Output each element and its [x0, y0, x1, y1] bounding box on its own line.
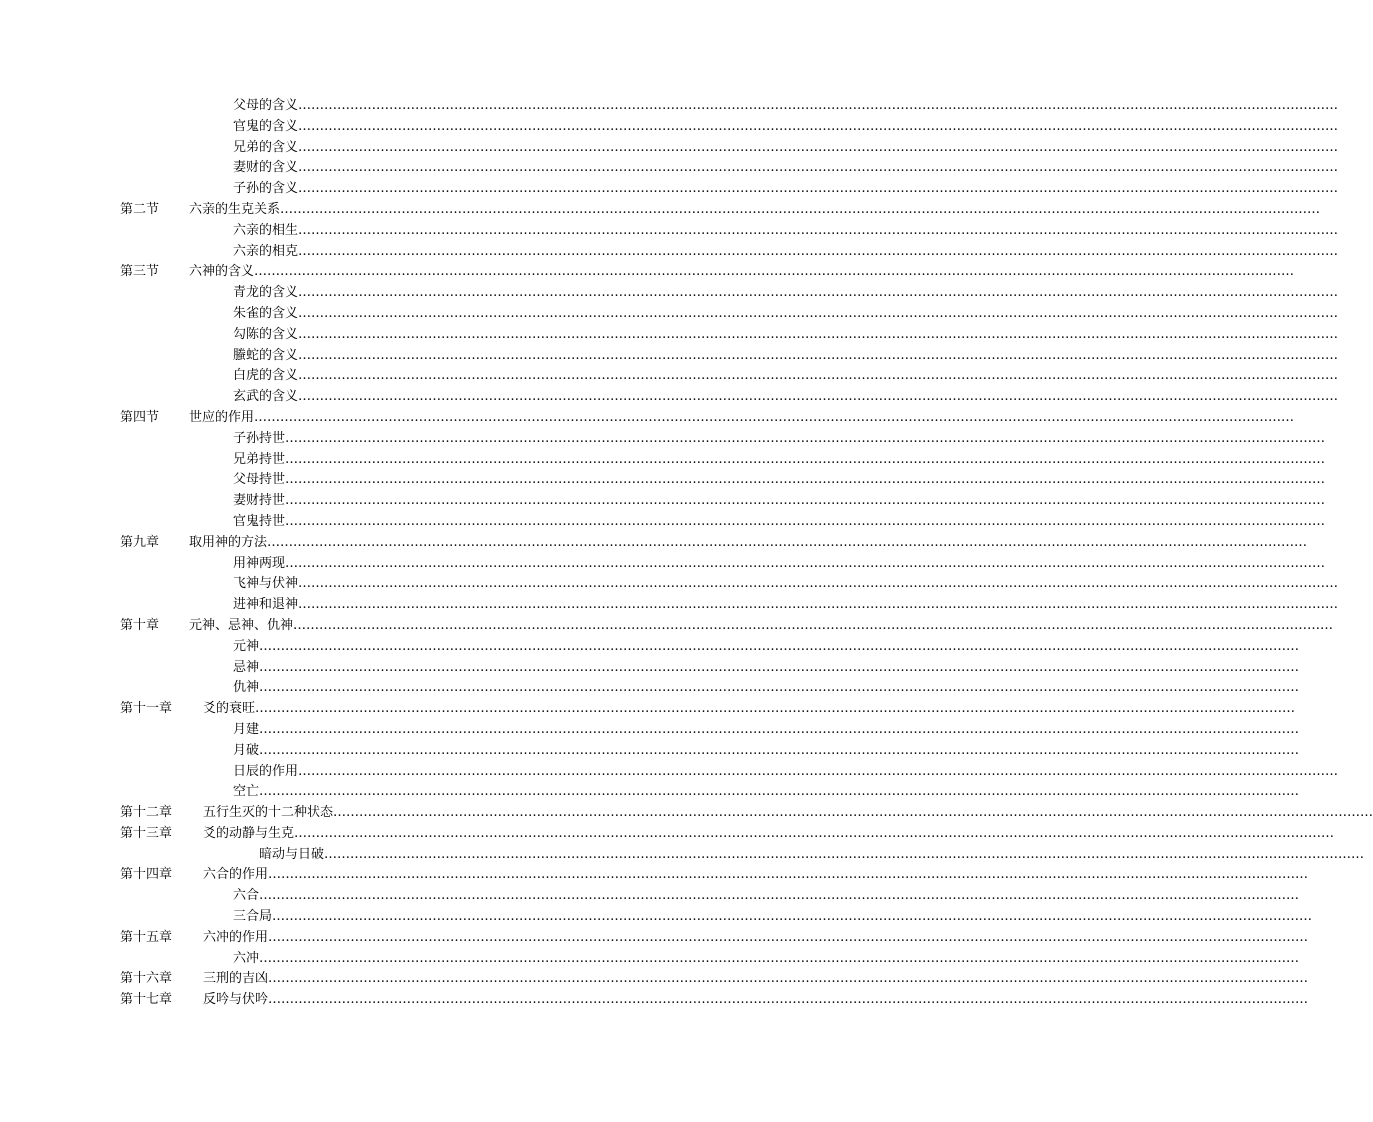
toc-subentry [0, 242, 1339, 263]
dot-leader: …………………………………………………………………………………………………………………………………………………………………………………………………………………… [259, 721, 1300, 737]
toc-subentry [0, 512, 1326, 533]
toc-entry[interactable] [203, 928, 1309, 949]
toc-entry[interactable] [189, 262, 1295, 283]
toc-entry-title: 空亡 [233, 784, 260, 800]
dot-leader: …………………………………………………………………………………………………………………………………………………………………………………………………………………… [259, 680, 1300, 696]
dot-leader: …………………………………………………………………………………………………………………………………………………………………………………………………………………… [259, 950, 1300, 966]
toc-subentry [0, 450, 1326, 471]
toc-entry[interactable] [233, 574, 1339, 595]
toc-subentry [0, 96, 1339, 117]
toc-entry-number: 第十四章 [120, 867, 173, 883]
toc-entry-title: 玄武的含义 [233, 389, 299, 405]
toc-entry-title: 螣蛇的含义 [233, 347, 299, 363]
toc-entry-number: 第十章 [120, 617, 160, 633]
dot-leader: …………………………………………………………………………………………………………………………………………………………………………………………………………………… [280, 201, 1321, 217]
toc-entry[interactable] [233, 470, 1326, 491]
toc-entry[interactable] [233, 387, 1339, 408]
toc-entry-title: 六合 [233, 888, 260, 904]
toc-entry-title: 飞神与伏神 [233, 576, 299, 592]
toc-entry[interactable] [233, 138, 1339, 159]
toc-entry-title: 三刑的吉凶 [203, 971, 269, 987]
toc-entry[interactable] [233, 886, 1300, 907]
toc-subentry [0, 949, 1300, 970]
toc-entry-title: 官鬼持世 [233, 513, 286, 529]
toc-entry-title: 爻的动静与生克 [203, 825, 295, 841]
toc-entry-title: 六神的含义 [189, 264, 255, 280]
toc-subentry [0, 574, 1339, 595]
toc-entry-number: 第十三章 [120, 825, 173, 841]
toc-subentry [0, 138, 1339, 159]
toc-entry-number: 第十六章 [120, 971, 173, 987]
toc-entry-title: 六冲的作用 [203, 929, 269, 945]
toc-entry-number: 第三节 [120, 264, 160, 280]
toc-chapter-entry [0, 969, 1309, 990]
toc-entry-number: 第十五章 [120, 929, 173, 945]
dot-leader: …………………………………………………………………………………………………………………………………………………………………………………………………………………… [259, 888, 1300, 904]
toc-chapter-entry [0, 928, 1309, 949]
toc-entry[interactable] [233, 429, 1326, 450]
toc-chapter-entry [0, 865, 1309, 886]
toc-entry-title: 六冲 [233, 950, 260, 966]
toc-chapter-entry [0, 990, 1309, 1011]
toc-entry-number: 第九章 [120, 534, 160, 550]
toc-subentry [0, 554, 1326, 575]
toc-entry[interactable] [233, 678, 1300, 699]
toc-entry-title: 子孙持世 [233, 430, 286, 446]
dot-leader: …………………………………………………………………………………………………………………………………………………………………………………………………………………… [285, 493, 1326, 509]
toc-entry-title: 官鬼的含义 [233, 118, 299, 134]
dot-leader: …………………………………………………………………………………………………………………………………………………………………………………………………………………… [298, 139, 1339, 155]
toc-entry-title: 月破 [233, 742, 260, 758]
toc-subentry [0, 304, 1339, 325]
toc-entry[interactable] [203, 824, 1335, 845]
table-of-contents [0, 96, 1373, 1011]
toc-entry-title: 爻的衰旺 [203, 701, 256, 717]
toc-subentry [0, 325, 1339, 346]
toc-entry[interactable] [233, 720, 1300, 741]
toc-entry[interactable] [233, 491, 1326, 512]
dot-leader: …………………………………………………………………………………………………………………………………………………………………………………………………………………… [254, 264, 1295, 280]
toc-entry[interactable] [233, 304, 1339, 325]
toc-entry-title: 取用神的方法 [189, 534, 268, 550]
dot-leader: …………………………………………………………………………………………………………………………………………………………………………………………………………………… [268, 992, 1309, 1008]
toc-section-entry [0, 408, 1295, 429]
toc-subentry [0, 678, 1300, 699]
toc-entry-title: 兄弟的含义 [233, 139, 299, 155]
toc-entry-title: 仇神 [233, 680, 260, 696]
dot-leader: …………………………………………………………………………………………………………………………………………………………………………………………………………………… [268, 971, 1309, 987]
toc-subentry [0, 158, 1339, 179]
dot-leader: …………………………………………………………………………………………………………………………………………………………………………………………………………………… [255, 701, 1296, 717]
toc-entry-title: 兄弟持世 [233, 451, 286, 467]
toc-subentry [0, 429, 1326, 450]
toc-subentry [0, 658, 1300, 679]
toc-entry[interactable] [233, 595, 1339, 616]
toc-chapter-entry [0, 803, 1373, 824]
toc-entry[interactable] [233, 283, 1339, 304]
toc-subentry [0, 179, 1339, 200]
toc-subentry [0, 491, 1326, 512]
toc-entry-title: 青龙的含义 [233, 285, 299, 301]
toc-entry-title: 六亲的生克关系 [189, 201, 281, 217]
dot-leader: …………………………………………………………………………………………………………………………………………………………………………………………………………………… [298, 368, 1339, 384]
toc-entry[interactable] [233, 366, 1339, 387]
dot-leader: …………………………………………………………………………………………………………………………………………………………………………………………………………………… [298, 389, 1339, 405]
dot-leader: …………………………………………………………………………………………………………………………………………………………………………………………………………………… [298, 222, 1339, 238]
toc-entry-title: 暗动与日破 [259, 846, 325, 862]
dot-leader: …………………………………………………………………………………………………………………………………………………………………………………………………………………… [298, 597, 1339, 613]
dot-leader: …………………………………………………………………………………………………………………………………………………………………………………………………………………… [285, 513, 1326, 529]
toc-entry-title: 元神 [233, 638, 260, 654]
dot-leader: …………………………………………………………………………………………………………………………………………………………………………………………………………………… [285, 555, 1326, 571]
toc-subentry [0, 637, 1300, 658]
toc-entry[interactable] [189, 533, 1308, 554]
dot-leader: …………………………………………………………………………………………………………………………………………………………………………………………………………………… [298, 285, 1339, 301]
toc-entry[interactable] [233, 637, 1300, 658]
dot-leader: …………………………………………………………………………………………………………………………………………………………………………………………………………………… [254, 409, 1295, 425]
toc-entry-title: 白虎的含义 [233, 368, 299, 384]
dot-leader: …………………………………………………………………………………………………………………………………………………………………………………………………………………… [272, 909, 1313, 925]
dot-leader: …………………………………………………………………………………………………………………………………………………………………………………………………………………… [298, 118, 1339, 134]
toc-subentry [0, 470, 1326, 491]
toc-entry[interactable] [233, 907, 1313, 928]
toc-chapter-entry [0, 824, 1335, 845]
toc-entry[interactable] [259, 845, 1365, 866]
dot-leader: …………………………………………………………………………………………………………………………………………………………………………………………………………………… [298, 243, 1339, 259]
toc-entry[interactable] [203, 699, 1296, 720]
toc-entry-title: 三合局 [233, 909, 273, 925]
toc-subentry [0, 720, 1300, 741]
dot-leader: …………………………………………………………………………………………………………………………………………………………………………………………………………………… [259, 784, 1300, 800]
toc-chapter-entry [0, 533, 1308, 554]
toc-subentry [0, 595, 1339, 616]
toc-entry[interactable] [233, 512, 1326, 533]
toc-entry-number: 第四节 [120, 409, 160, 425]
toc-entry-title: 妻财持世 [233, 493, 286, 509]
toc-entry[interactable] [189, 200, 1321, 221]
dot-leader: …………………………………………………………………………………………………………………………………………………………………………………………………………………… [268, 867, 1309, 883]
toc-subentry [0, 907, 1313, 928]
toc-subentry [0, 387, 1339, 408]
dot-leader: …………………………………………………………………………………………………………………………………………………………………………………………………………………… [285, 430, 1326, 446]
toc-entry-title: 朱雀的含义 [233, 305, 299, 321]
toc-entry[interactable] [233, 658, 1300, 679]
toc-entry-number: 第二节 [120, 201, 160, 217]
dot-leader: …………………………………………………………………………………………………………………………………………………………………………………………………………………… [298, 763, 1339, 779]
toc-section-entry [0, 200, 1321, 221]
toc-entry-title: 世应的作用 [189, 409, 255, 425]
toc-entry[interactable] [233, 221, 1339, 242]
dot-leader: …………………………………………………………………………………………………………………………………………………………………………………………………………………… [298, 305, 1339, 321]
dot-leader: …………………………………………………………………………………………………………………………………………………………………………………………………………………… [259, 638, 1300, 654]
toc-entry[interactable] [189, 616, 1334, 637]
toc-entry-title: 五行生灭的十二种状态 [203, 805, 334, 821]
dot-leader: …………………………………………………………………………………………………………………………………………………………………………………………………………………… [285, 472, 1326, 488]
dot-leader: …………………………………………………………………………………………………………………………………………………………………………………………………………………… [333, 805, 1373, 821]
dot-leader: …………………………………………………………………………………………………………………………………………………………………………………………………………………… [259, 659, 1300, 675]
toc-entry[interactable] [233, 325, 1339, 346]
toc-chapter-entry [0, 616, 1334, 637]
dot-leader: …………………………………………………………………………………………………………………………………………………………………………………………………………………… [298, 98, 1339, 113]
toc-entry-title: 月建 [233, 721, 260, 737]
toc-entry-title: 六亲的相克 [233, 243, 299, 259]
toc-entry-title: 六合的作用 [203, 867, 269, 883]
toc-entry[interactable] [233, 450, 1326, 471]
toc-entry[interactable] [203, 865, 1309, 886]
dot-leader: …………………………………………………………………………………………………………………………………………………………………………………………………………………… [298, 576, 1339, 592]
toc-entry-title: 六亲的相生 [233, 222, 299, 238]
toc-entry[interactable] [233, 96, 1339, 117]
toc-subentry [0, 117, 1339, 138]
toc-entry[interactable] [233, 117, 1339, 138]
toc-entry[interactable] [233, 782, 1300, 803]
dot-leader: …………………………………………………………………………………………………………………………………………………………………………………………………………………… [259, 742, 1300, 758]
dot-leader: …………………………………………………………………………………………………………………………………………………………………………………………………………………… [267, 534, 1308, 550]
toc-entry[interactable] [233, 158, 1339, 179]
toc-subentry [0, 886, 1300, 907]
toc-entry[interactable] [233, 554, 1326, 575]
dot-leader: …………………………………………………………………………………………………………………………………………………………………………………………………………………… [298, 181, 1339, 197]
toc-entry-title: 父母的含义 [233, 98, 299, 113]
toc-entry-title: 勾陈的含义 [233, 326, 299, 342]
toc-entry-title: 忌神 [233, 659, 260, 675]
toc-entry[interactable] [203, 990, 1309, 1011]
toc-section-entry [0, 262, 1295, 283]
toc-entry[interactable] [233, 949, 1300, 970]
toc-subentry [0, 845, 1365, 866]
toc-entry[interactable] [203, 969, 1309, 990]
toc-chapter-entry [0, 699, 1296, 720]
toc-entry[interactable] [233, 179, 1339, 200]
dot-leader: …………………………………………………………………………………………………………………………………………………………………………………………………………………… [268, 929, 1309, 945]
toc-subentry [0, 221, 1339, 242]
dot-leader: …………………………………………………………………………………………………………………………………………………………………………………………………………………… [298, 326, 1339, 342]
toc-entry[interactable] [233, 346, 1339, 367]
toc-entry[interactable] [203, 803, 1373, 824]
toc-entry[interactable] [233, 242, 1339, 263]
toc-entry-title: 用神两现 [233, 555, 286, 571]
toc-entry-title: 反吟与伏吟 [203, 992, 269, 1008]
dot-leader: …………………………………………………………………………………………………………………………………………………………………………………………………………………… [294, 825, 1335, 841]
toc-entry-title: 日辰的作用 [233, 763, 299, 779]
toc-entry-title: 父母持世 [233, 472, 286, 488]
toc-entry-number: 第十七章 [120, 992, 173, 1008]
toc-entry-title: 进神和退神 [233, 597, 299, 613]
dot-leader: …………………………………………………………………………………………………………………………………………………………………………………………………………………… [324, 846, 1365, 862]
dot-leader: …………………………………………………………………………………………………………………………………………………………………………………………………………………… [298, 160, 1339, 176]
dot-leader: …………………………………………………………………………………………………………………………………………………………………………………………………………………… [293, 617, 1334, 633]
toc-subentry [0, 762, 1339, 783]
toc-entry[interactable] [189, 408, 1295, 429]
toc-subentry [0, 366, 1339, 387]
toc-entry-number: 第十二章 [120, 805, 173, 821]
dot-leader: …………………………………………………………………………………………………………………………………………………………………………………………………………………… [285, 451, 1326, 467]
toc-subentry [0, 741, 1300, 762]
toc-subentry [0, 782, 1300, 803]
toc-subentry [0, 283, 1339, 304]
toc-entry[interactable] [233, 762, 1339, 783]
toc-subentry [0, 346, 1339, 367]
toc-entry-title: 妻财的含义 [233, 160, 299, 176]
dot-leader: …………………………………………………………………………………………………………………………………………………………………………………………………………………… [298, 347, 1339, 363]
toc-entry-title: 元神、忌神、仇神 [189, 617, 294, 633]
toc-entry[interactable] [233, 741, 1300, 762]
toc-entry-title: 子孙的含义 [233, 181, 299, 197]
toc-entry-number: 第十一章 [120, 701, 173, 717]
